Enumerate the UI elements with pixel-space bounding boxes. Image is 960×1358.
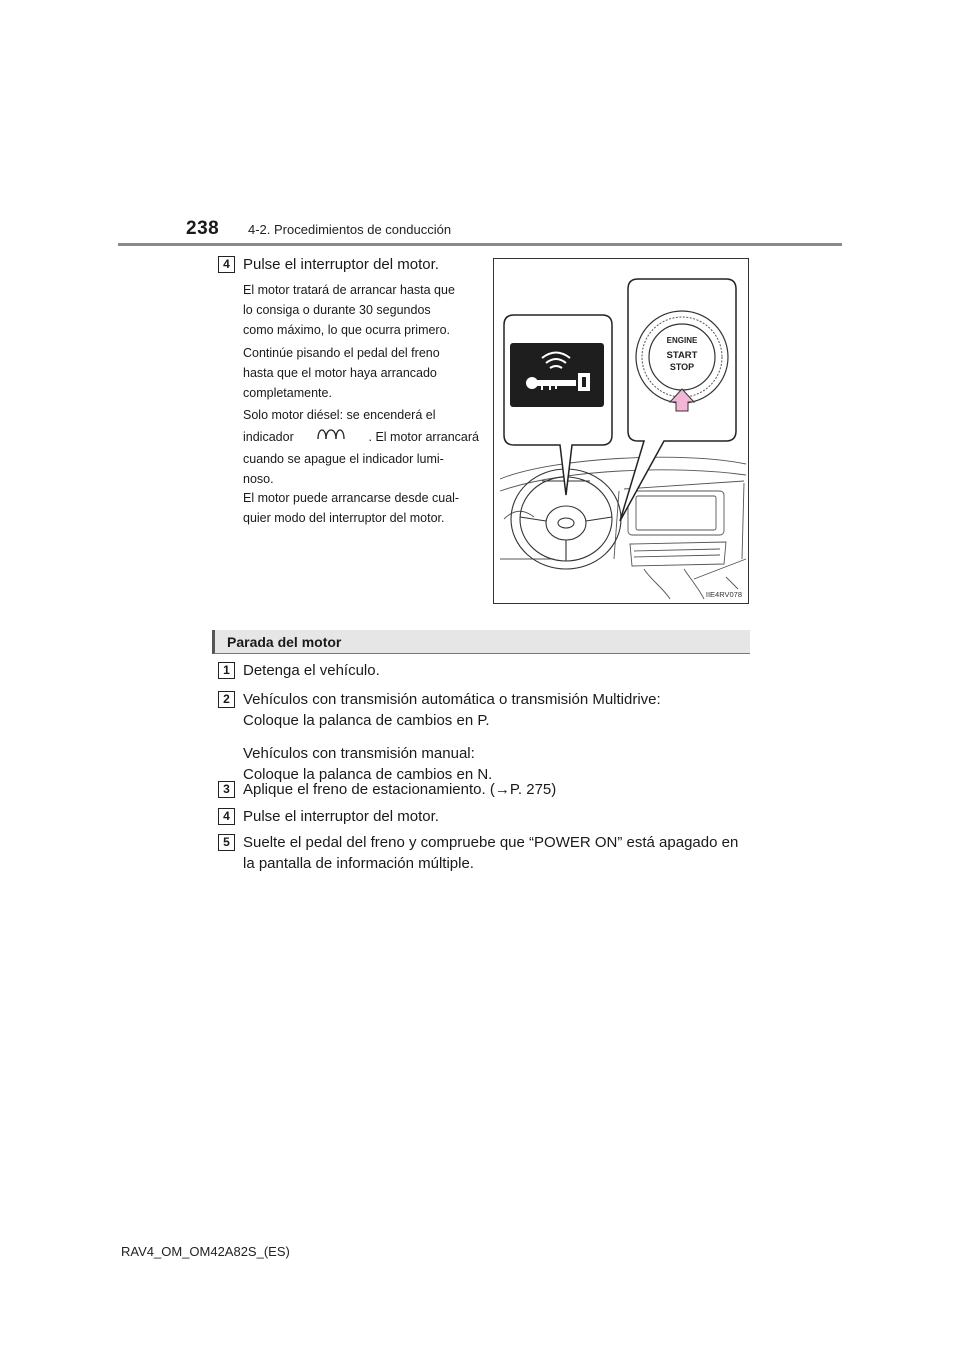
step-badge-2: 2 <box>218 691 235 708</box>
step-line: Coloque la palanca de cambios en N. <box>243 766 493 783</box>
paragraph-diesel <box>243 405 479 489</box>
figure-code: IIE4RV078 <box>705 590 742 599</box>
step-line: Detenga el vehículo. <box>243 662 380 679</box>
paragraph-line-with-icon <box>243 425 479 449</box>
paragraph-any-mode <box>243 488 479 528</box>
step-badge-1: 1 <box>218 662 235 679</box>
figure-illustration <box>494 259 750 605</box>
inline-text: . El motor arrancará <box>368 430 479 444</box>
step-badge-top-4: 4 <box>218 256 235 273</box>
paragraph-line: noso. <box>243 472 274 486</box>
paragraph-line: como máximo, lo que ocurra primero. <box>243 323 451 337</box>
paragraph-brake <box>243 343 479 403</box>
step-badge-5: 5 <box>218 834 235 851</box>
step-text-2 <box>243 689 661 785</box>
key-indicator-icon <box>510 343 604 407</box>
paragraph-line: cuando se apague el indicador lumi- <box>243 452 444 466</box>
section-header: 4-2. Procedimientos de conducción <box>248 222 452 237</box>
paragraph-line: completamente. <box>243 386 332 400</box>
paragraph-line: quier modo del interruptor del motor. <box>243 511 445 525</box>
step-line: Aplique el freno de estacionamiento. (→P. 275) <box>243 781 557 798</box>
dashboard-drawing <box>500 457 746 599</box>
footer-code: RAV4_OM_OM42A82S_(ES) <box>121 1244 290 1259</box>
paragraph-retry <box>243 280 479 340</box>
page-number: 238 <box>186 218 220 239</box>
step-line: Suelte el pedal del freno y compruebe que “POWER ON” está apagado en <box>243 834 739 851</box>
button-label-stop: STOP <box>669 362 695 372</box>
step-badge-4: 4 <box>218 808 235 825</box>
step-line: Coloque la palanca de cambios en P. <box>243 712 490 729</box>
button-label-start: START <box>666 350 698 361</box>
step-text-5 <box>243 832 738 874</box>
step-badge-3: 3 <box>218 781 235 798</box>
paragraph-line: Solo motor diésel: se encenderá el <box>243 408 436 422</box>
subsection-title: Parada del motor <box>227 634 342 650</box>
step-text-1 <box>243 660 380 681</box>
glow-plug-indicator-icon <box>314 425 348 449</box>
header-rule <box>118 243 842 246</box>
step-line: Vehículos con transmisión manual: <box>243 745 475 762</box>
paragraph-line: El motor tratará de arrancar hasta que <box>243 283 455 297</box>
step-line: Vehículos con transmisión automática o transmisión Multidrive: <box>243 691 661 708</box>
inline-text: indicador <box>243 430 294 444</box>
step-text-3 <box>243 779 556 800</box>
step-text-4 <box>243 806 439 827</box>
paragraph-line: hasta que el motor haya arrancado <box>243 366 437 380</box>
paragraph-line: lo consiga o durante 30 segundos <box>243 303 431 317</box>
engine-start-figure <box>493 258 749 604</box>
step-line: la pantalla de información múltiple. <box>243 855 474 872</box>
step-line: Pulse el interruptor del motor. <box>243 808 439 825</box>
step-title-top-4: Pulse el interruptor del motor. <box>243 256 439 273</box>
button-label-engine: ENGINE <box>666 336 698 345</box>
paragraph-line: El motor puede arrancarse desde cual- <box>243 491 460 505</box>
subsection-header <box>212 630 750 654</box>
paragraph-line: Continúe pisando el pedal del freno <box>243 346 440 360</box>
